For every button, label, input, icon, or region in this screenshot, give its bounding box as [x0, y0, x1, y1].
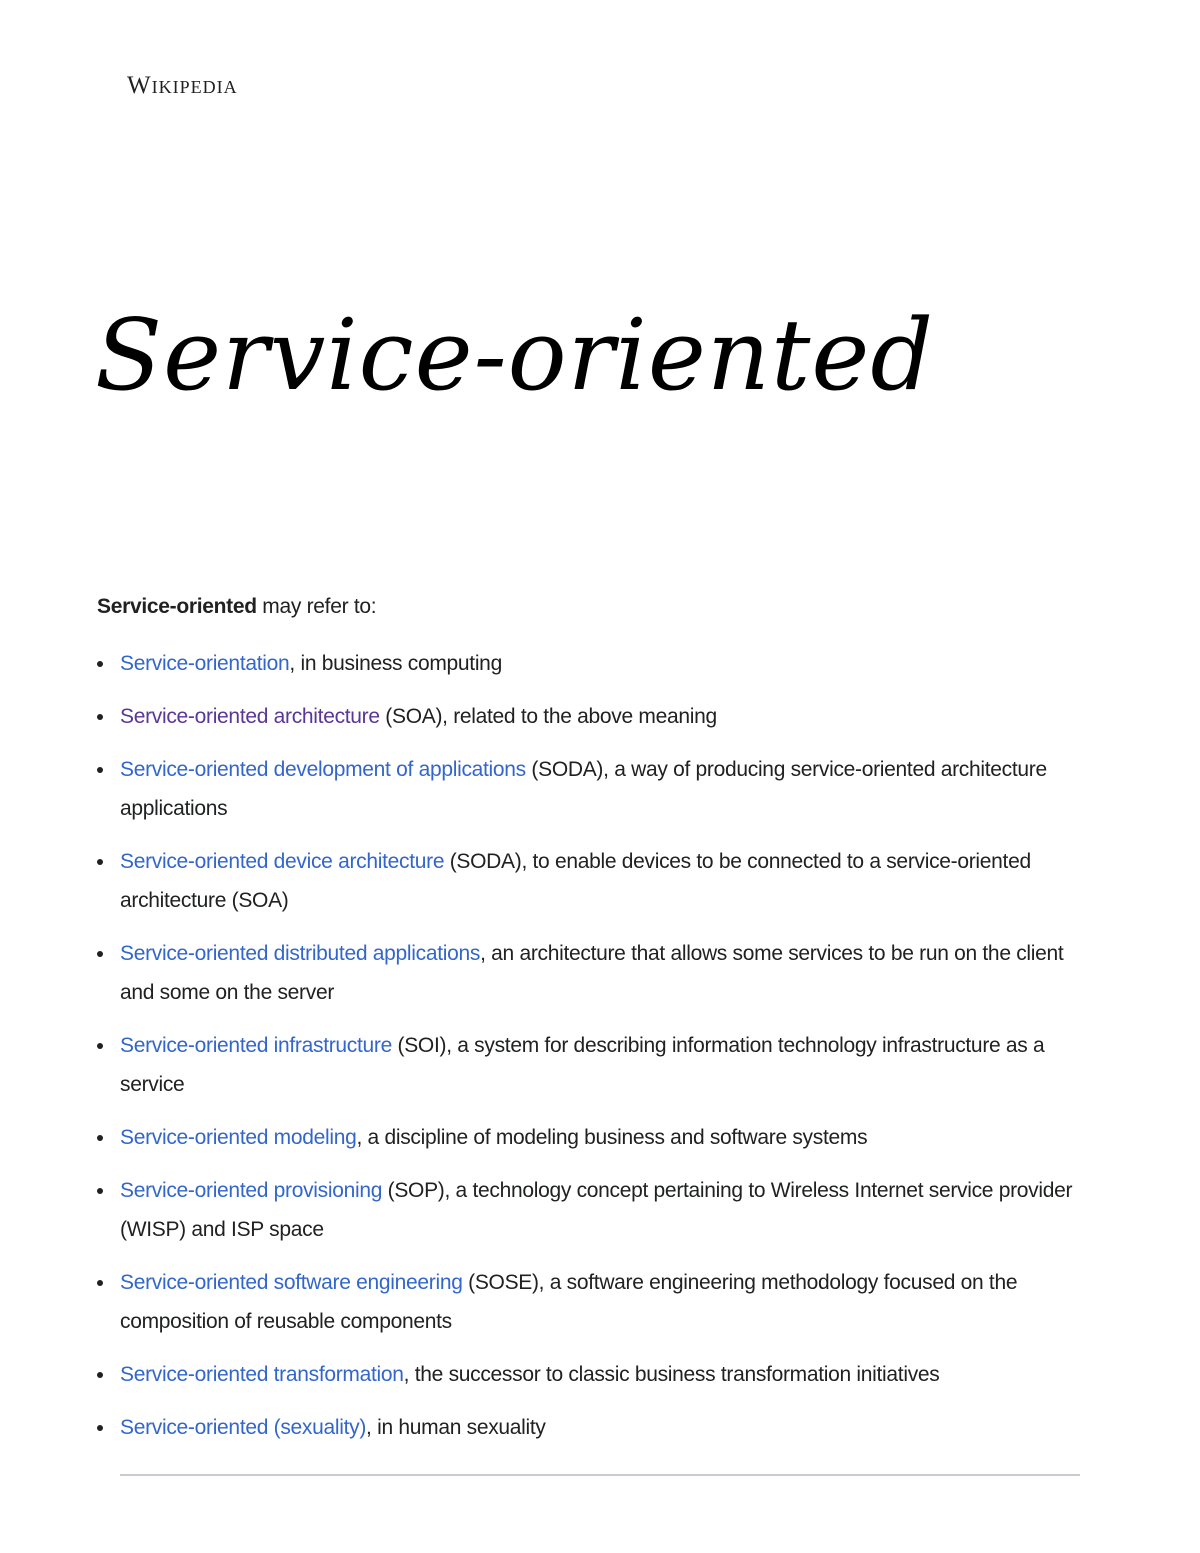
entry-description: (SOSE), a software engineering methodology focused on the composition of reusable components — [120, 1271, 1018, 1333]
intro-term: Service-oriented — [97, 595, 257, 618]
list-item — [97, 842, 1082, 920]
bullet-icon — [97, 767, 103, 773]
bullet-icon — [97, 661, 103, 667]
entry-link-infrastructure[interactable]: Service-oriented infrastructure — [120, 1034, 392, 1057]
wikipedia-logo[interactable]: Wikipedia — [127, 72, 238, 99]
list-item — [97, 644, 1082, 683]
bullet-icon — [97, 1135, 103, 1141]
entry-link-distributed-applications[interactable]: Service-oriented distributed applications — [120, 942, 481, 965]
bullet-icon — [97, 1372, 103, 1378]
entry-description: , a discipline of modeling business and software systems — [356, 1126, 868, 1149]
list-item — [97, 1263, 1082, 1341]
list-item — [97, 697, 1082, 736]
bullet-icon — [97, 1280, 103, 1286]
list-item — [97, 1026, 1082, 1104]
entry-link-provisioning[interactable]: Service-oriented provisioning — [120, 1179, 383, 1202]
entry-link-software-engineering[interactable]: Service-oriented software engineering — [120, 1271, 463, 1294]
page-title: Service-oriented — [95, 299, 935, 413]
entry-link-device-architecture[interactable]: Service-oriented device architecture — [120, 850, 445, 873]
entry-description: (SOI), a system for describing information technology infrastructure as a service — [120, 1034, 1045, 1096]
entry-link-sexuality[interactable]: Service-oriented (sexuality) — [120, 1416, 367, 1439]
entry-description: , the successor to classic business transformation initiatives — [403, 1363, 940, 1386]
entry-link-service-orientation[interactable]: Service-orientation — [120, 652, 290, 675]
bullet-icon — [97, 951, 103, 957]
list-item — [97, 750, 1082, 828]
entry-link-transformation[interactable]: Service-oriented transformation — [120, 1363, 404, 1386]
entry-description: (SOP), a technology concept pertaining to Wireless Internet service provider (WISP) and ISP space — [120, 1179, 1073, 1241]
entry-link-service-oriented-architecture[interactable]: Service-oriented architecture — [120, 705, 380, 728]
divider — [120, 1474, 1080, 1476]
list-item — [97, 1118, 1082, 1157]
bullet-icon — [97, 859, 103, 865]
article-body — [97, 590, 1082, 1461]
bullet-icon — [97, 1188, 103, 1194]
list-item — [97, 934, 1082, 1012]
entry-link-development-of-applications[interactable]: Service-oriented development of applications — [120, 758, 526, 781]
entry-description: (SODA), to enable devices to be connected to a service-oriented architecture (SOA) — [120, 850, 1031, 912]
entry-description: , in business computing — [289, 652, 502, 675]
disambiguation-list — [97, 644, 1082, 1447]
intro-rest: may refer to: — [256, 595, 377, 618]
intro-sentence — [97, 590, 1082, 624]
entry-description: (SOA), related to the above meaning — [379, 705, 717, 728]
list-item — [97, 1408, 1082, 1447]
entry-description: (SODA), a way of producing service-oriented architecture applications — [120, 758, 1047, 820]
bullet-icon — [97, 1043, 103, 1049]
list-item — [97, 1171, 1082, 1249]
bullet-icon — [97, 714, 103, 720]
entry-description: , an architecture that allows some services to be run on the client and some on the server — [120, 942, 1064, 1004]
entry-link-modeling[interactable]: Service-oriented modeling — [120, 1126, 357, 1149]
bullet-icon — [97, 1425, 103, 1431]
entry-description: , in human sexuality — [366, 1416, 546, 1439]
list-item — [97, 1355, 1082, 1394]
